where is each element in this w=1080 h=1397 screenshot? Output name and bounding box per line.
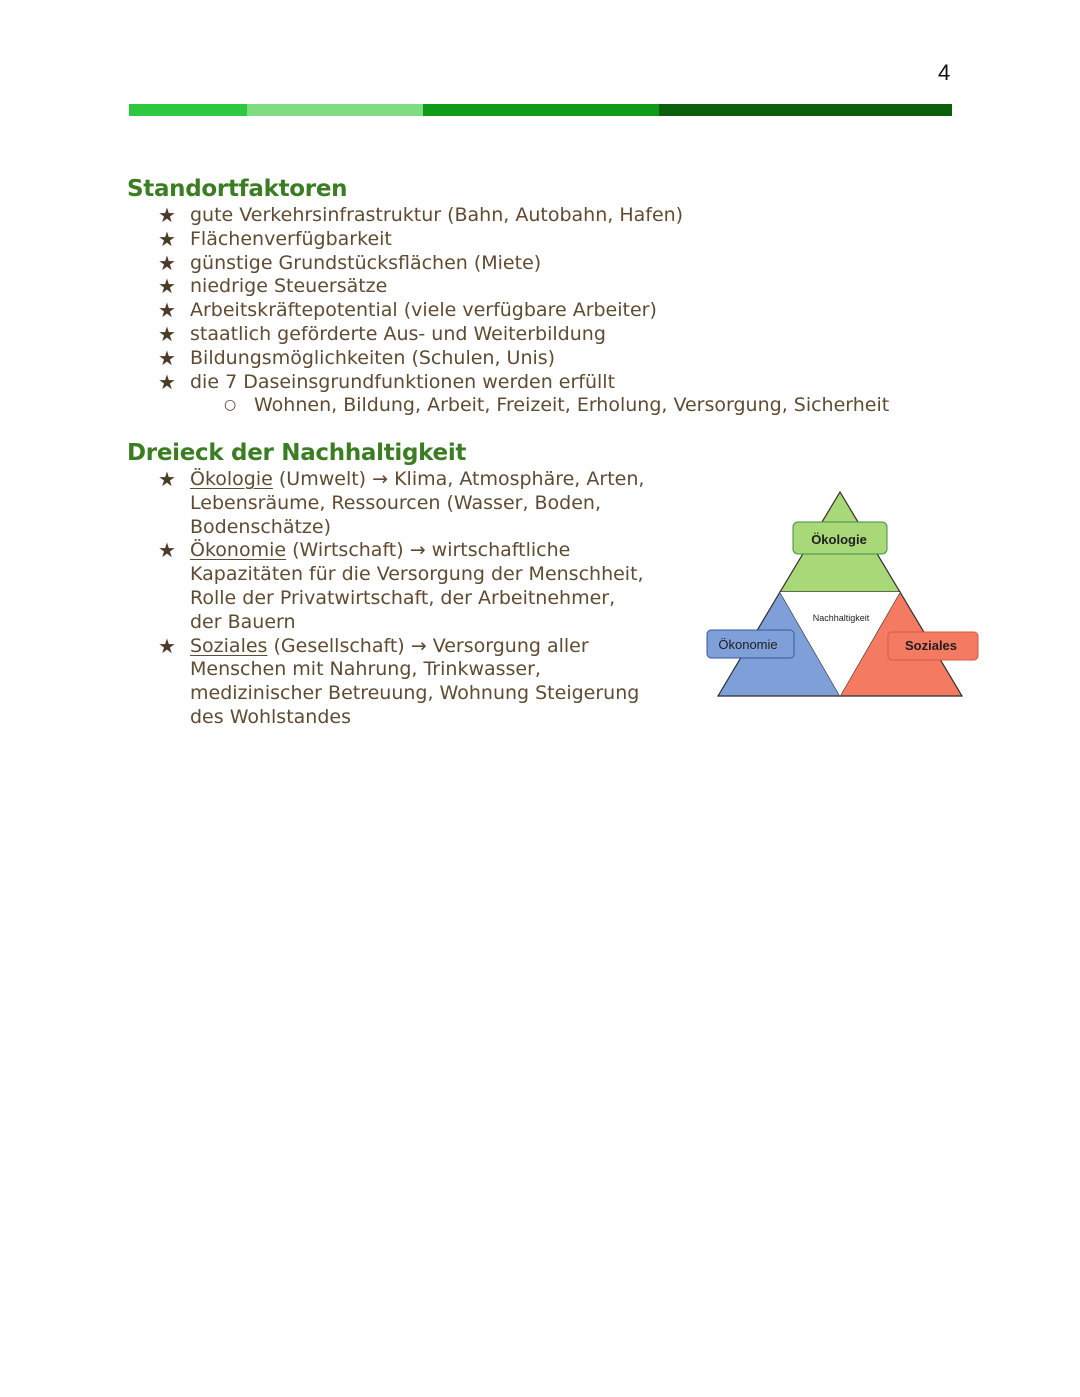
star-bullet-icon: ★ [158, 298, 176, 323]
star-bullet-icon: ★ [158, 345, 176, 370]
section-title-standortfaktoren: Standortfaktoren [127, 176, 348, 202]
list-item-text: Arbeitskräftepotential (viele verfügbare Arbeiter) [190, 299, 657, 322]
term-description: (Wirtschaft) → wirtschaftliche Kapazitäten für die Versorgung der Menschheit, Rolle der Privatwirtschaft, der Arbeitnehmer, der Bauern [190, 539, 644, 633]
header-bar-segment [247, 104, 423, 116]
diagram-label-oekologie: Ökologie [811, 532, 867, 547]
list-item-text: staatlich geförderte Aus- und Weiterbildung [190, 322, 606, 345]
term-soziales: Soziales [190, 634, 268, 657]
sub-list-item [158, 394, 889, 418]
term-oekonomie: Ökonomie [190, 539, 287, 562]
star-bullet-icon: ★ [158, 274, 176, 299]
star-bullet-icon: ★ [158, 538, 176, 563]
list-item-text: günstige Grundstücksflächen (Miete) [190, 251, 542, 274]
list-item-text: Bildungsmöglichkeiten (Schulen, Unis) [190, 346, 556, 369]
term-description: (Gesellschaft) → Versorgung aller Menschen mit Nahrung, Trinkwasser, medizinischer Betreuung, Wohnung Steigerung des Wohlstandes [190, 634, 640, 728]
list-item [158, 299, 889, 323]
sub-list-item-text: Wohnen, Bildung, Arbeit, Freizeit, Erholung, Versorgung, Sicherheit [254, 394, 890, 417]
star-bullet-icon: ★ [158, 203, 176, 227]
diagram-label-oekonomie: Ökonomie [718, 637, 778, 652]
star-bullet-icon: ★ [158, 633, 176, 658]
list-item-text: die 7 Daseinsgrundfunktionen werden erfüllt [190, 370, 616, 393]
list-item [158, 228, 889, 252]
list-item [158, 252, 889, 276]
list-item-text: gute Verkehrsinfrastruktur (Bahn, Autobahn, Hafen) [190, 204, 684, 226]
header-bar-segment [659, 104, 952, 116]
list-item [158, 323, 889, 347]
diagram-label-soziales: Soziales [904, 638, 958, 653]
header-color-bar [129, 104, 952, 116]
star-bullet-icon: ★ [158, 467, 176, 491]
page-number: 4 [938, 60, 951, 85]
list-item-text: niedrige Steuersätze [190, 275, 388, 298]
term-description: (Umwelt) → Klima, Atmosphäre, Arten, Lebensräume, Ressourcen (Wasser, Boden, Bodenschätze) [190, 468, 645, 538]
list-item [158, 468, 650, 539]
list-item [158, 371, 889, 395]
term-oekologie: Ökologie [190, 468, 273, 490]
header-bar-segment [423, 104, 659, 116]
star-bullet-icon: ★ [158, 369, 176, 394]
list-item [158, 539, 650, 634]
diagram-label-nachhaltigkeit: Nachhaltigkeit [812, 613, 870, 623]
star-bullet-icon: ★ [158, 226, 176, 251]
standortfaktoren-list [158, 204, 889, 418]
star-bullet-icon: ★ [158, 321, 176, 346]
circle-bullet-icon: ○ [224, 397, 237, 414]
section-title-nachhaltigkeit: Dreieck der Nachhaltigkeit [127, 440, 467, 466]
list-item-text: Flächenverfügbarkeit [190, 227, 392, 250]
list-item [158, 635, 650, 730]
list-item [158, 275, 889, 299]
sustainability-triangle-diagram [700, 486, 990, 706]
list-item [158, 204, 889, 228]
list-item [158, 347, 889, 371]
header-bar-segment [129, 104, 247, 116]
star-bullet-icon: ★ [158, 250, 176, 275]
nachhaltigkeit-list [158, 468, 650, 730]
